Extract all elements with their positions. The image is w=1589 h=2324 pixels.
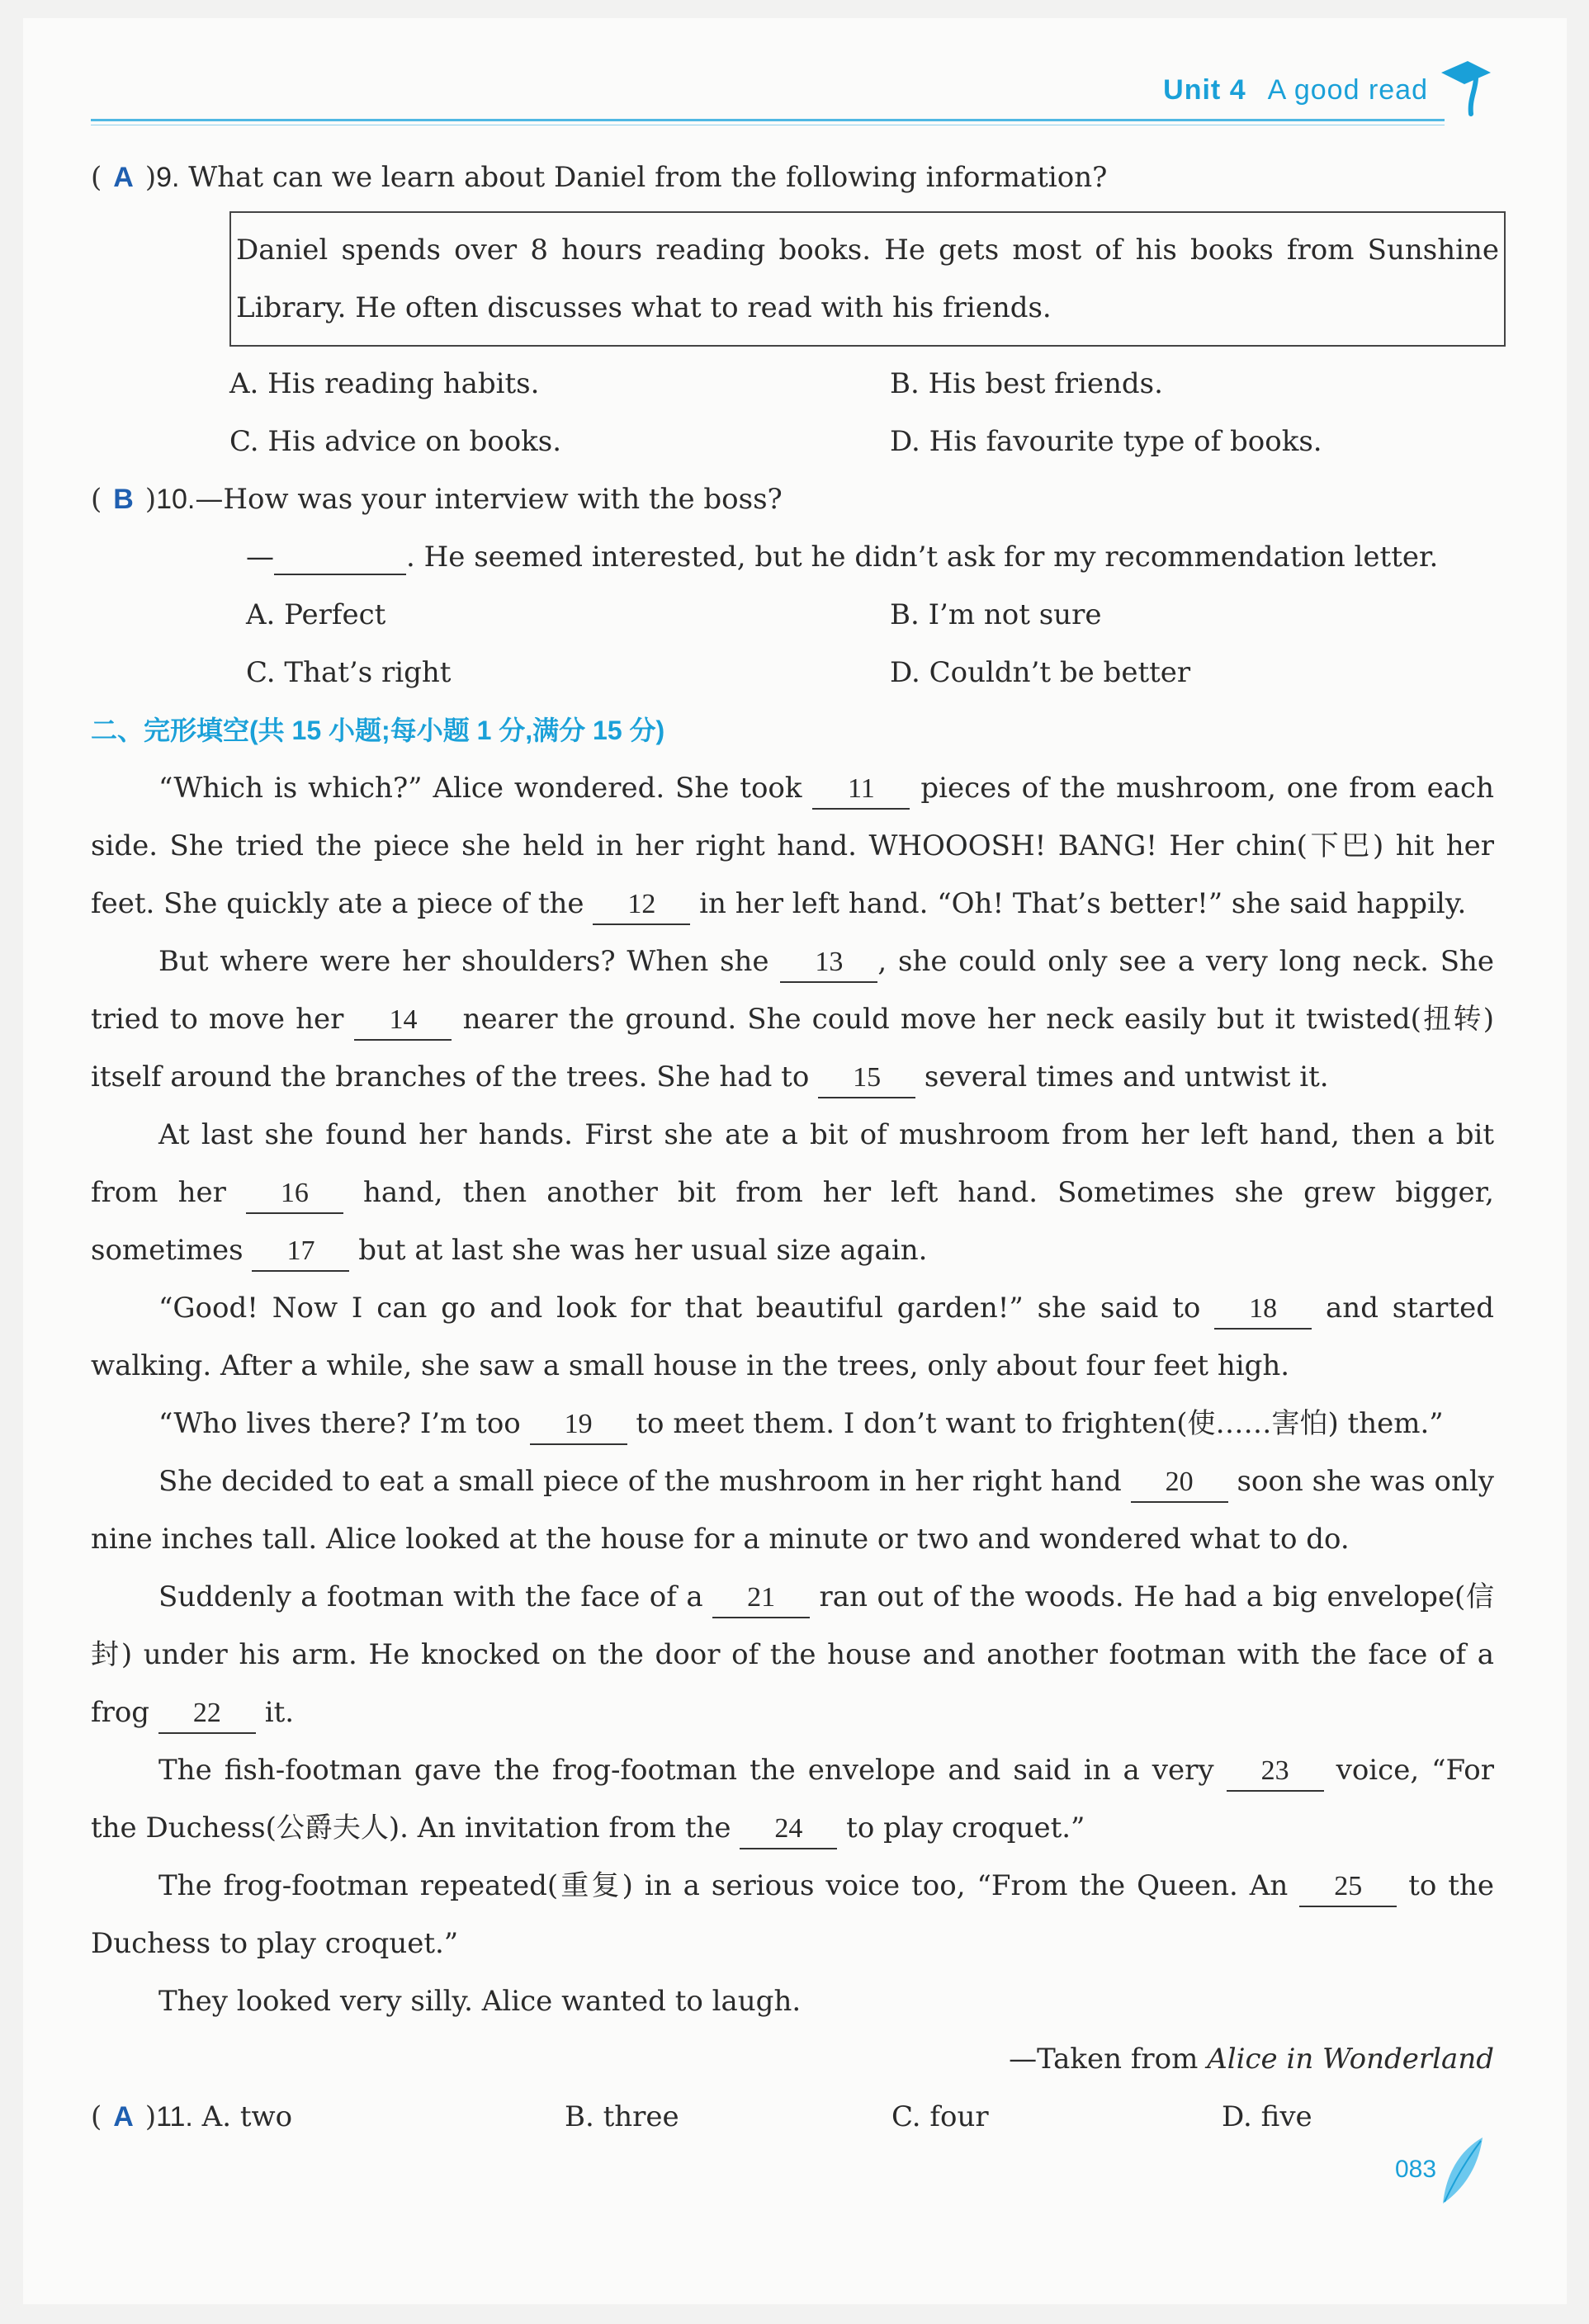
options-row xyxy=(91,355,1494,413)
graduation-cap-icon xyxy=(1435,48,1492,122)
paragraph: She decided to eat a small piece of the mushroom in her right hand 20 soon she was only nine inches tall. Alice looked at the house for a minute or two and wondered what to do. xyxy=(91,1465,1494,1556)
content xyxy=(91,149,1499,2146)
option-a: A. His reading habits. xyxy=(229,367,540,400)
blank-18: 18 xyxy=(1214,1290,1312,1330)
paragraph: Suddenly a footman with the face of a 21 ran out of the woods. He had a big envelope(信封) under his arm. He knocked on the door of the house and another footman with the face of a frog 22 it. xyxy=(91,1568,1494,1741)
blank-16: 16 xyxy=(246,1174,343,1214)
page-number: 083 xyxy=(1395,2156,1437,2183)
options-row xyxy=(91,644,1494,701)
question-number: 11. xyxy=(156,2101,193,2133)
cloze-passage xyxy=(91,759,1494,2088)
info-box: Daniel spends over 8 hours reading books. He gets most of his books from Sunshine Library. He often discusses what to read with his friends. xyxy=(229,211,1506,347)
question-9: ( A )9. What can we learn about Daniel from the following information? xyxy=(91,161,1108,194)
option-b: B. His best friends. xyxy=(890,367,1163,400)
paragraph: The frog-footman repeated(重复) in a serious voice too, “From the Queen. An 25 to the Duchess to play croquet.” xyxy=(91,1869,1494,1960)
option-d: D. His favourite type of books. xyxy=(890,425,1322,458)
question-number: 9. xyxy=(156,162,180,193)
options-row xyxy=(91,413,1494,470)
blank-13: 13 xyxy=(780,943,877,983)
option-a: A. two xyxy=(201,2100,293,2133)
blank-25: 25 xyxy=(1299,1868,1397,1907)
paragraph: “Who lives there? I’m too 19 to meet them. I don’t want to frighten(使……害怕) them.” xyxy=(91,1395,1494,1452)
source-line: —Taken from Alice in Wonderland xyxy=(1009,2043,1494,2076)
option-b: B. three xyxy=(565,2100,679,2133)
question-10: ( B )10.—How was your interview with the boss? xyxy=(91,483,783,516)
blank-22: 22 xyxy=(158,1694,256,1734)
option-d: D. Couldn’t be better xyxy=(890,656,1191,689)
paragraph: But where were her shoulders? When she 13 , she could only see a very long neck. She tried to move her 14 nearer the ground. She could move her neck easily but it twisted(扭转) itself around the branches of the trees. She had to 15 several times and untwist it. xyxy=(91,933,1494,1106)
paragraph: At last she found her hands. First she ate a bit of mushroom from her left hand, then a bit from her 16 hand, then another bit from her left hand. Sometimes she grew bigger, sometimes 17 but at last she was her usual size again. xyxy=(91,1106,1494,1279)
option-b: B. I’m not sure xyxy=(890,598,1102,631)
option-c: C. His advice on books. xyxy=(229,425,562,458)
feather-icon xyxy=(1435,2134,1492,2208)
option-d: D. five xyxy=(1222,2100,1312,2133)
blank-12: 12 xyxy=(593,886,690,925)
unit-heading xyxy=(1163,74,1428,106)
unit-label: Unit 4 xyxy=(1163,74,1246,106)
blank-23: 23 xyxy=(1227,1752,1324,1792)
answer-11: A xyxy=(113,2101,134,2133)
blank-24: 24 xyxy=(740,1810,837,1849)
question-10-reply: — . He seemed interested, but he didn’t ask for my recommendation letter. xyxy=(246,541,1439,574)
answer-blank xyxy=(274,541,406,575)
blank-19: 19 xyxy=(530,1405,627,1445)
paragraph: “Good! Now I can go and look for that beautiful garden!” she said to 18 and started walking. After a while, she saw a small house in the trees, only about four feet high. xyxy=(91,1292,1494,1382)
unit-title: A good read xyxy=(1267,74,1428,106)
question-text: —How was your interview with the boss? xyxy=(195,483,783,516)
header-rule xyxy=(91,119,1445,121)
blank-17: 17 xyxy=(252,1232,349,1272)
page-header xyxy=(91,73,1494,122)
option-a: A. Perfect xyxy=(246,598,386,631)
option-c: C. That’s right xyxy=(246,656,452,689)
paragraph: The fish-footman gave the frog-footman the envelope and said in a very 23 voice, “For the Duchess(公爵夫人). An invitation from the 24 to play croquet.” xyxy=(91,1741,1494,1857)
answer-9: A xyxy=(113,162,134,193)
blank-20: 20 xyxy=(1131,1463,1228,1503)
question-text: What can we learn about Daniel from the following information? xyxy=(188,161,1108,194)
options-row xyxy=(91,586,1494,644)
blank-21: 21 xyxy=(712,1579,810,1618)
paragraph: They looked very silly. Alice wanted to laugh. xyxy=(158,1985,802,2018)
source-title: Alice in Wonderland xyxy=(1207,2043,1494,2076)
section-title: 二、完形填空(共 15 小题;每小题 1 分,满分 15 分) xyxy=(91,716,665,745)
blank-11: 11 xyxy=(812,770,910,810)
blank-14: 14 xyxy=(354,1001,452,1041)
paragraph: “Which is which?” Alice wondered. She took 11 pieces of the mushroom, one from each side. She tried the piece she held in her right hand. WHOOOSH! BANG! Her chin(下巴) hit her feet. She quickly ate a piece of the 12 in her left hand. “Oh! That’s better!” she said happily. xyxy=(91,759,1494,933)
question-number: 10. xyxy=(156,484,196,515)
blank-15: 15 xyxy=(818,1059,915,1098)
answer-10: B xyxy=(113,484,134,515)
option-c: C. four xyxy=(891,2100,989,2133)
question-11: ( A )11. A. two B. three C. four D. five xyxy=(91,2088,1494,2146)
